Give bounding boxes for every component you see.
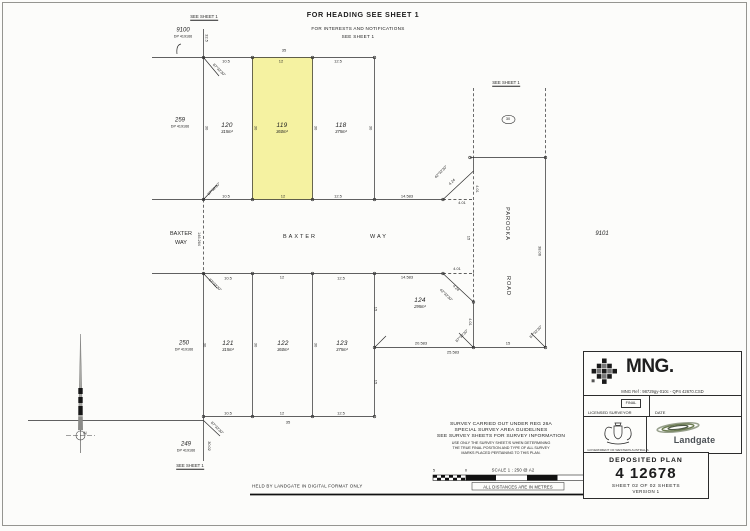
occupation-symbol xyxy=(177,44,181,54)
dimension-label: 30 xyxy=(313,125,319,131)
certification-box xyxy=(583,395,742,418)
neighbour-lot-number: 250 xyxy=(178,340,190,347)
dimension-label: 30 xyxy=(368,125,374,131)
licensed-surveyor-label: LICENSED SURVEYOR xyxy=(588,410,632,415)
dimension-label: 30 xyxy=(204,125,210,131)
dimension-label: 32.5 xyxy=(204,34,210,42)
dimension-label: SEE SHEET 1 xyxy=(492,79,520,85)
dimension-label: 87°32'30" xyxy=(454,328,470,344)
dimension-label: 12 xyxy=(279,274,285,280)
lot-number: 124 xyxy=(414,297,426,304)
dimension-label: 30 xyxy=(505,117,511,121)
road-name-label: PAROOKA xyxy=(504,207,510,241)
dimension-label: 30 xyxy=(253,125,259,131)
deposited-plan-title: DEPOSITED PLAN xyxy=(609,457,683,464)
road-name-label: ROAD xyxy=(505,276,511,296)
boundary-lines xyxy=(28,29,546,461)
dimension-label: 87°32'30" xyxy=(528,324,544,340)
landgate-logo-icon xyxy=(654,421,702,434)
neighbour-plan-ref: DP 419166 xyxy=(174,347,194,351)
lot-number: 118 xyxy=(335,122,347,129)
dimension-label: 42°32'30" xyxy=(438,287,454,303)
dimension-label: 146.264 xyxy=(197,232,201,246)
lot-area: 315m² xyxy=(221,129,233,134)
neighbour-plan-ref: DP 419166 xyxy=(176,448,196,452)
dimension-label: 35 xyxy=(285,419,291,425)
note-line: THE TRUE FINAL POSITION AND TYPE OF ALL SURVEY xyxy=(452,445,550,450)
neighbour-plan-ref: DP 419166 xyxy=(170,124,190,128)
road-name-label: WAY xyxy=(175,240,187,246)
dimension-label: 12 xyxy=(278,58,284,64)
survey-notes-main xyxy=(425,422,577,440)
final-stamp: FINAL xyxy=(621,399,641,408)
note-line: SPECIAL SURVEY AREA GUIDELINES xyxy=(454,428,548,434)
dimension-label: 15 xyxy=(373,306,379,312)
dimension-label: 30 xyxy=(253,342,259,348)
plan-version: VERSION 1 xyxy=(632,489,660,494)
north-arrow-icon xyxy=(66,334,95,453)
note-line: USE ONLY THE SURVEY SHEET/S WHEN DETERMINING xyxy=(451,440,551,445)
landgate-name: Landgate xyxy=(673,435,716,445)
neighbour-lot-250 xyxy=(175,341,193,352)
lot-area: 295m² xyxy=(414,304,426,309)
lot-number: 121 xyxy=(222,340,234,347)
dimension-label: 30 xyxy=(313,342,319,348)
deposited-plan-box xyxy=(583,452,709,499)
neighbour-lot-9100 xyxy=(174,28,192,39)
dimension-label: 4.24 xyxy=(451,283,461,293)
dimension-label: 10.5 xyxy=(224,275,232,281)
lot-label-121 xyxy=(222,340,234,352)
dimension-label: 12.5 xyxy=(334,58,342,64)
scalebar-scale-label: SCALE 1 : 250 @ A2 xyxy=(491,467,535,473)
road-name-label: BAXTER xyxy=(282,234,318,240)
see-sheet-note-heading: FOR HEADING SEE SHEET 1 xyxy=(306,10,420,19)
dimension-label: 87°32'30" xyxy=(211,62,227,78)
date-label: DATE xyxy=(655,410,666,415)
dimension-label: 4.01 xyxy=(475,185,479,193)
lot-label-123 xyxy=(336,340,348,352)
government-caption: GOVERNMENT OF WESTERN AUSTRALIA xyxy=(587,447,649,452)
neighbour-plan-ref: DP 419166 xyxy=(173,34,193,38)
lot-label-122 xyxy=(277,340,289,352)
interests-note-line1: FOR INTERESTS AND NOTIFICATIONS xyxy=(311,26,405,31)
dimension-label: SEE SHEET 1 xyxy=(190,13,218,19)
dimension-label: 87°32'30" xyxy=(206,181,222,197)
neighbour-lot-259 xyxy=(171,118,189,129)
lot-label-119 xyxy=(276,122,288,134)
dimension-label: 42°32'30" xyxy=(433,164,449,180)
lot-label-118 xyxy=(335,122,347,134)
neighbour-lot-9101 xyxy=(595,231,608,238)
mng-reference: MNG Ref : 98729gy-010c - QP4 42670.CSD xyxy=(621,389,704,394)
lot-number: 122 xyxy=(277,340,289,347)
government-box xyxy=(583,416,742,454)
lot-number: 123 xyxy=(336,340,348,347)
dimension-label: 14.583 xyxy=(400,193,414,199)
survey-notes-fineprint xyxy=(425,441,577,456)
dimension-label: 35 xyxy=(281,47,287,53)
dimension-label: 15 xyxy=(466,235,472,241)
lot-area: 375m² xyxy=(335,129,347,134)
mng-brand-name: MNG. xyxy=(626,356,674,377)
note-line: MARKS PLACED PERTAINING TO THIS PLAN. xyxy=(461,450,541,455)
survey-notes xyxy=(425,422,577,455)
held-by-note: HELD BY LANDGATE IN DIGITAL FORMAT ONLY xyxy=(252,483,363,489)
lot-number: 119 xyxy=(276,122,288,129)
dimension-label: 30 xyxy=(202,342,208,348)
wa-crest-icon xyxy=(598,420,638,446)
dimension-label: 10.5 xyxy=(224,410,232,416)
mng-logo-icon xyxy=(591,358,623,386)
neighbour-lot-number: 249 xyxy=(180,441,192,448)
neighbour-lot-number: 9100 xyxy=(176,27,190,34)
dimension-label: 4.01 xyxy=(453,267,461,271)
dimension-label: 87°32'30" xyxy=(207,277,223,293)
road-name-label: WAY xyxy=(370,234,388,240)
sheet-count: SHEET 02 OF 02 SHEETS xyxy=(611,483,681,489)
dimension-label: 12 xyxy=(280,193,286,199)
dimension-label: 20.583 xyxy=(414,340,428,346)
lot-area: 360m² xyxy=(277,347,289,352)
lot-label-124 xyxy=(414,297,426,309)
scalebar-zero-value: 0 xyxy=(464,467,468,473)
dimension-label: 4.01 xyxy=(458,201,466,205)
neighbour-lot-number: 259 xyxy=(174,117,186,124)
lot-area: 375m² xyxy=(336,347,348,352)
dimension-label: 12.5 xyxy=(337,410,345,416)
dimension-label: N xyxy=(83,430,87,436)
certification-divider xyxy=(649,396,650,417)
dimension-label: SEE SHEET 1 xyxy=(176,462,204,468)
lot-area: 360m² xyxy=(276,129,288,134)
distance-units-note: ALL DISTANCES ARE IN METRES xyxy=(483,484,553,489)
dimension-label: 30.02 xyxy=(207,441,211,451)
note-line: SEE SURVEY SHEETS FOR SURVEY INFORMATION xyxy=(436,434,566,440)
lot-area: 315m² xyxy=(222,347,234,352)
dimension-label: 4.01 xyxy=(468,318,472,326)
note-line: SURVEY CARRIED OUT UNDER REG 26A xyxy=(449,422,553,427)
dimension-label: 38.06 xyxy=(537,245,543,257)
road-name-label: BAXTER xyxy=(169,231,193,237)
dimension-label: 15 xyxy=(505,340,511,346)
neighbour-lot-number: 9101 xyxy=(595,230,609,237)
dimension-label: 14.583 xyxy=(400,274,414,280)
scalebar-left-value: 5 xyxy=(432,467,436,473)
dimension-label: 10.5 xyxy=(222,58,230,64)
dimension-label: 15 xyxy=(373,379,379,385)
lot-label-120 xyxy=(221,122,233,134)
dimension-label: 10.5 xyxy=(222,193,230,199)
dimension-label: 12.5 xyxy=(337,275,345,281)
dimension-label: 12 xyxy=(279,410,285,416)
dimension-label: 87°32'30" xyxy=(209,420,225,436)
deposited-plan-number: 4 12678 xyxy=(615,465,677,482)
dimension-label: 4.24 xyxy=(447,177,457,187)
neighbour-lot-249 xyxy=(177,442,195,453)
lot-number: 120 xyxy=(221,122,233,129)
dimension-label: 25.583 xyxy=(446,349,460,355)
surveyor-firm-box xyxy=(583,351,742,397)
interests-note-line2: SEE SHEET 1 xyxy=(341,33,375,39)
dimension-label: 12.5 xyxy=(334,193,342,199)
